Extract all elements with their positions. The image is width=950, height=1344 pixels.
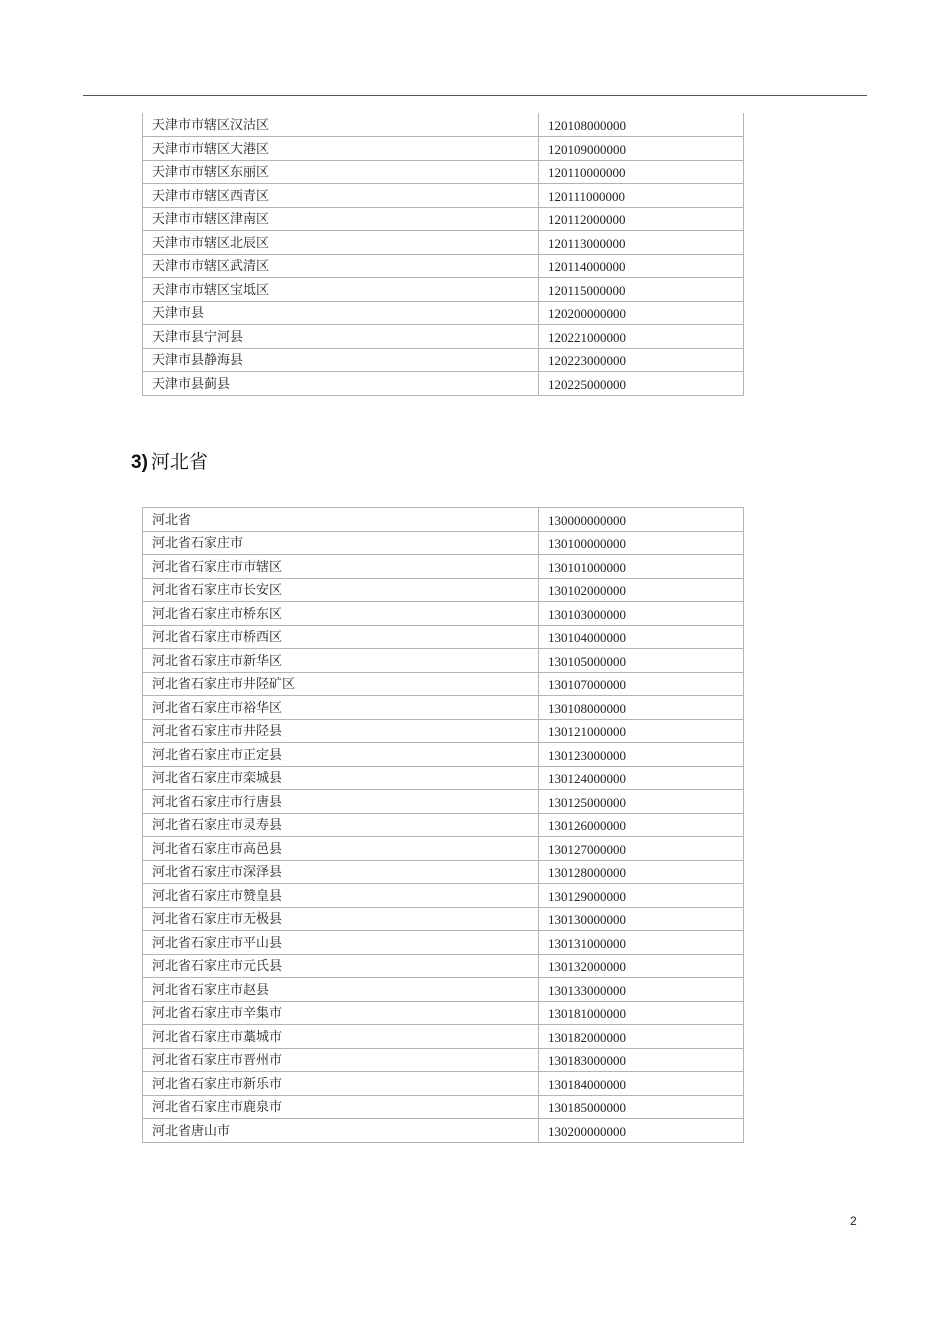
region-code-cell: 130121000000 <box>539 719 744 743</box>
region-code-cell: 130102000000 <box>539 578 744 602</box>
section-heading-hebei <box>131 450 208 475</box>
region-name-cell: 天津市县 <box>143 301 539 325</box>
region-name-cell: 河北省石家庄市晋州市 <box>143 1048 539 1072</box>
table-row <box>143 1119 744 1143</box>
region-code-cell: 130104000000 <box>539 625 744 649</box>
region-name-cell: 天津市县宁河县 <box>143 325 539 349</box>
region-name-cell: 河北省石家庄市无极县 <box>143 907 539 931</box>
region-code-cell: 130200000000 <box>539 1119 744 1143</box>
section-number: 3) <box>131 452 148 473</box>
hebei-table-body <box>143 508 744 1143</box>
region-name-cell: 河北省石家庄市元氏县 <box>143 954 539 978</box>
table-row <box>143 1025 744 1049</box>
table-row <box>143 860 744 884</box>
table-row <box>143 508 744 532</box>
region-code-cell: 130101000000 <box>539 555 744 579</box>
region-name-cell: 河北省石家庄市藁城市 <box>143 1025 539 1049</box>
region-code-cell: 120225000000 <box>539 372 744 396</box>
region-code-cell: 130108000000 <box>539 696 744 720</box>
table-row <box>143 160 744 184</box>
region-code-cell: 120221000000 <box>539 325 744 349</box>
region-code-cell: 130130000000 <box>539 907 744 931</box>
table-row <box>143 531 744 555</box>
region-name-cell: 河北省石家庄市 <box>143 531 539 555</box>
region-name-cell: 河北省石家庄市裕华区 <box>143 696 539 720</box>
region-code-cell: 130123000000 <box>539 743 744 767</box>
region-name-cell: 天津市市辖区津南区 <box>143 207 539 231</box>
region-code-cell: 120113000000 <box>539 231 744 255</box>
region-code-cell: 120200000000 <box>539 301 744 325</box>
table-row <box>143 555 744 579</box>
region-name-cell: 河北省石家庄市新华区 <box>143 649 539 673</box>
table-row <box>143 348 744 372</box>
region-name-cell: 河北省石家庄市辛集市 <box>143 1001 539 1025</box>
table-row <box>143 301 744 325</box>
table-row <box>143 672 744 696</box>
region-code-cell: 130124000000 <box>539 766 744 790</box>
region-code-cell: 130107000000 <box>539 672 744 696</box>
region-code-cell: 120112000000 <box>539 207 744 231</box>
table-row <box>143 837 744 861</box>
region-name-cell: 河北省石家庄市高邑县 <box>143 837 539 861</box>
region-code-cell: 130133000000 <box>539 978 744 1002</box>
region-name-cell: 天津市市辖区汉沽区 <box>143 113 539 137</box>
region-name-cell: 河北省石家庄市赵县 <box>143 978 539 1002</box>
tianjin-table-body <box>143 113 744 395</box>
region-name-cell: 河北省石家庄市井陉矿区 <box>143 672 539 696</box>
region-name-cell: 河北省石家庄市行唐县 <box>143 790 539 814</box>
table-row <box>143 278 744 302</box>
table-row <box>143 137 744 161</box>
region-name-cell: 天津市市辖区宝坻区 <box>143 278 539 302</box>
region-name-cell: 河北省石家庄市赞皇县 <box>143 884 539 908</box>
table-row <box>143 649 744 673</box>
region-name-cell: 河北省石家庄市鹿泉市 <box>143 1095 539 1119</box>
region-name-cell: 河北省石家庄市桥东区 <box>143 602 539 626</box>
table-row <box>143 813 744 837</box>
region-code-cell: 130132000000 <box>539 954 744 978</box>
region-name-cell: 天津市市辖区北辰区 <box>143 231 539 255</box>
table-row <box>143 325 744 349</box>
region-name-cell: 河北省 <box>143 508 539 532</box>
table-row <box>143 184 744 208</box>
table-row <box>143 578 744 602</box>
table-row <box>143 1072 744 1096</box>
region-code-cell: 130125000000 <box>539 790 744 814</box>
region-code-cell: 130183000000 <box>539 1048 744 1072</box>
table-row <box>143 113 744 137</box>
table-row <box>143 954 744 978</box>
table-row <box>143 766 744 790</box>
table-row <box>143 719 744 743</box>
region-code-cell: 130185000000 <box>539 1095 744 1119</box>
region-code-cell: 120108000000 <box>539 113 744 137</box>
region-name-cell: 河北省石家庄市桥西区 <box>143 625 539 649</box>
region-code-cell: 130182000000 <box>539 1025 744 1049</box>
region-name-cell: 河北省石家庄市长安区 <box>143 578 539 602</box>
region-name-cell: 天津市县静海县 <box>143 348 539 372</box>
tianjin-division-table <box>142 113 744 396</box>
region-name-cell: 河北省唐山市 <box>143 1119 539 1143</box>
table-row <box>143 372 744 396</box>
table-row <box>143 884 744 908</box>
table-row <box>143 254 744 278</box>
header-rule <box>83 95 867 96</box>
region-code-cell: 130131000000 <box>539 931 744 955</box>
region-code-cell: 120109000000 <box>539 137 744 161</box>
table-row <box>143 978 744 1002</box>
table-row <box>143 602 744 626</box>
table-row <box>143 790 744 814</box>
region-name-cell: 天津市市辖区西青区 <box>143 184 539 208</box>
region-name-cell: 河北省石家庄市井陉县 <box>143 719 539 743</box>
region-name-cell: 天津市市辖区武清区 <box>143 254 539 278</box>
region-name-cell: 河北省石家庄市新乐市 <box>143 1072 539 1096</box>
region-code-cell: 120110000000 <box>539 160 744 184</box>
region-code-cell: 130128000000 <box>539 860 744 884</box>
table-row <box>143 1001 744 1025</box>
hebei-division-table <box>142 507 744 1143</box>
table-row <box>143 1048 744 1072</box>
region-name-cell: 河北省石家庄市市辖区 <box>143 555 539 579</box>
table-row <box>143 907 744 931</box>
table-row <box>143 231 744 255</box>
page-number: 2 <box>850 1214 857 1228</box>
table-row <box>143 931 744 955</box>
region-code-cell: 130181000000 <box>539 1001 744 1025</box>
table-row <box>143 696 744 720</box>
region-code-cell: 130105000000 <box>539 649 744 673</box>
region-code-cell: 120114000000 <box>539 254 744 278</box>
region-name-cell: 天津市县蓟县 <box>143 372 539 396</box>
region-name-cell: 天津市市辖区东丽区 <box>143 160 539 184</box>
table-row <box>143 625 744 649</box>
region-code-cell: 130100000000 <box>539 531 744 555</box>
region-name-cell: 河北省石家庄市平山县 <box>143 931 539 955</box>
region-code-cell: 130126000000 <box>539 813 744 837</box>
region-name-cell: 河北省石家庄市栾城县 <box>143 766 539 790</box>
region-name-cell: 河北省石家庄市深泽县 <box>143 860 539 884</box>
region-name-cell: 河北省石家庄市灵寿县 <box>143 813 539 837</box>
region-code-cell: 130103000000 <box>539 602 744 626</box>
region-code-cell: 130184000000 <box>539 1072 744 1096</box>
table-row <box>143 207 744 231</box>
region-name-cell: 河北省石家庄市正定县 <box>143 743 539 767</box>
table-row <box>143 1095 744 1119</box>
table-row <box>143 743 744 767</box>
region-code-cell: 120111000000 <box>539 184 744 208</box>
region-code-cell: 130129000000 <box>539 884 744 908</box>
section-title: 河北省 <box>150 451 208 473</box>
region-code-cell: 130127000000 <box>539 837 744 861</box>
region-name-cell: 天津市市辖区大港区 <box>143 137 539 161</box>
region-code-cell: 130000000000 <box>539 508 744 532</box>
region-code-cell: 120115000000 <box>539 278 744 302</box>
region-code-cell: 120223000000 <box>539 348 744 372</box>
